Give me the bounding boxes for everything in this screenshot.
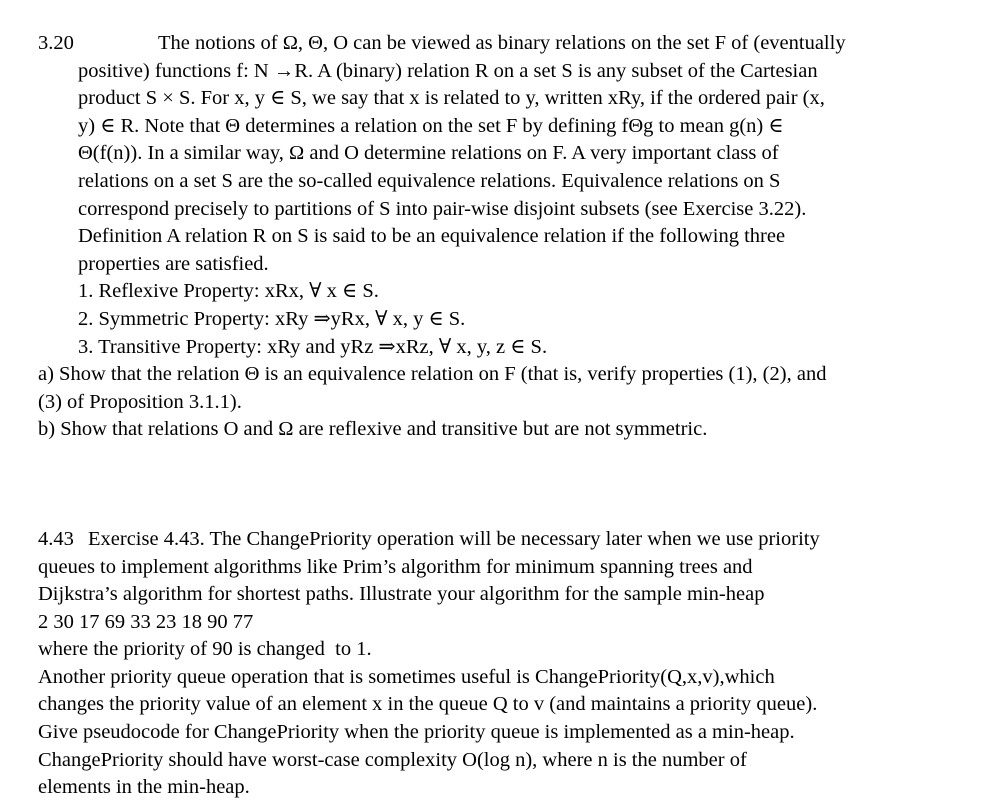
text-line-heap-values: 2 30 17 69 33 23 18 90 77 — [38, 610, 254, 633]
text-line: changes the priority value of an element x in the queue Q to v (and maintains a priority queue). — [38, 693, 818, 716]
text-line: Θ(f(n)). In a similar way, Ω and O determine relations on F. A very important class of — [78, 142, 779, 165]
text-line: Another priority queue operation that is sometimes useful is ChangePriority(Q,x,v),which — [38, 665, 775, 688]
text-line-content: Exercise 4.43. The ChangePriority operation will be necessary later when we use priority — [88, 527, 820, 550]
text-line-part-b: b) Show that relations O and Ω are reflexive and transitive but are not symmetric. — [38, 418, 708, 441]
text-line: product S × S. For x, y ∈ S, we say that x is related to y, written xRy, if the ordered pair (x, — [78, 87, 825, 110]
text-line: y) ∈ R. Note that Θ determines a relation on the set F by defining fΘg to mean g(n) ∈ — [78, 114, 784, 137]
text-line: Give pseudocode for ChangePriority when the priority queue is implemented as a min-heap. — [38, 721, 795, 744]
problem-4-43 — [0, 526, 996, 802]
text-line-part-a: a) Show that the relation Θ is an equivalence relation on F (that is, verify properties (1), (2), and — [38, 363, 827, 386]
text-line — [0, 30, 996, 58]
text-line: correspond precisely to partitions of S into pair-wise disjoint subsets (see Exercise 3.22). — [78, 197, 807, 220]
exercise-number: 4.43 — [38, 527, 74, 550]
text-line: queues to implement algorithms like Prim’s algorithm for minimum spanning trees and — [38, 555, 753, 578]
text-line-symmetric-property: 2. Symmetric Property: xRy ⇒yRx, ∀ x, y ∈ S. — [78, 307, 466, 330]
text-line: elements in the min-heap. — [38, 776, 250, 799]
exercise-number: 3.20 — [38, 32, 74, 54]
text-line-transitive-property: 3. Transitive Property: xRy and yRz ⇒xRz, ∀ x, y, z ∈ S. — [78, 335, 548, 358]
text-line: (3) of Proposition 3.1.1). — [38, 390, 242, 413]
problem-3-20 — [0, 30, 996, 444]
text-line: relations on a set S are the so-called equivalence relations. Equivalence relations on S — [78, 169, 781, 192]
text-line-reflexive-property: 1. Reflexive Property: xRx, ∀ x ∈ S. — [78, 280, 379, 303]
text-line-content: The notions of Ω, Θ, O can be viewed as binary relations on the set F of (eventually — [158, 32, 846, 54]
paragraph-gap — [0, 444, 996, 526]
text-line: Dijkstra’s algorithm for shortest paths. Illustrate your algorithm for the sample min-heap — [38, 583, 765, 606]
text-line: ChangePriority should have worst-case complexity O(log n), where n is the number of — [38, 748, 747, 771]
text-line: properties are satisfied. — [78, 252, 269, 275]
text-line: positive) functions f: N →R. A (binary) relation R on a set S is any subset of the Cartesian — [78, 59, 818, 82]
text-line — [0, 526, 996, 554]
text-line: where the priority of 90 is changed to 1. — [38, 638, 372, 661]
text-line: Definition A relation R on S is said to be an equivalence relation if the following three — [78, 225, 786, 248]
